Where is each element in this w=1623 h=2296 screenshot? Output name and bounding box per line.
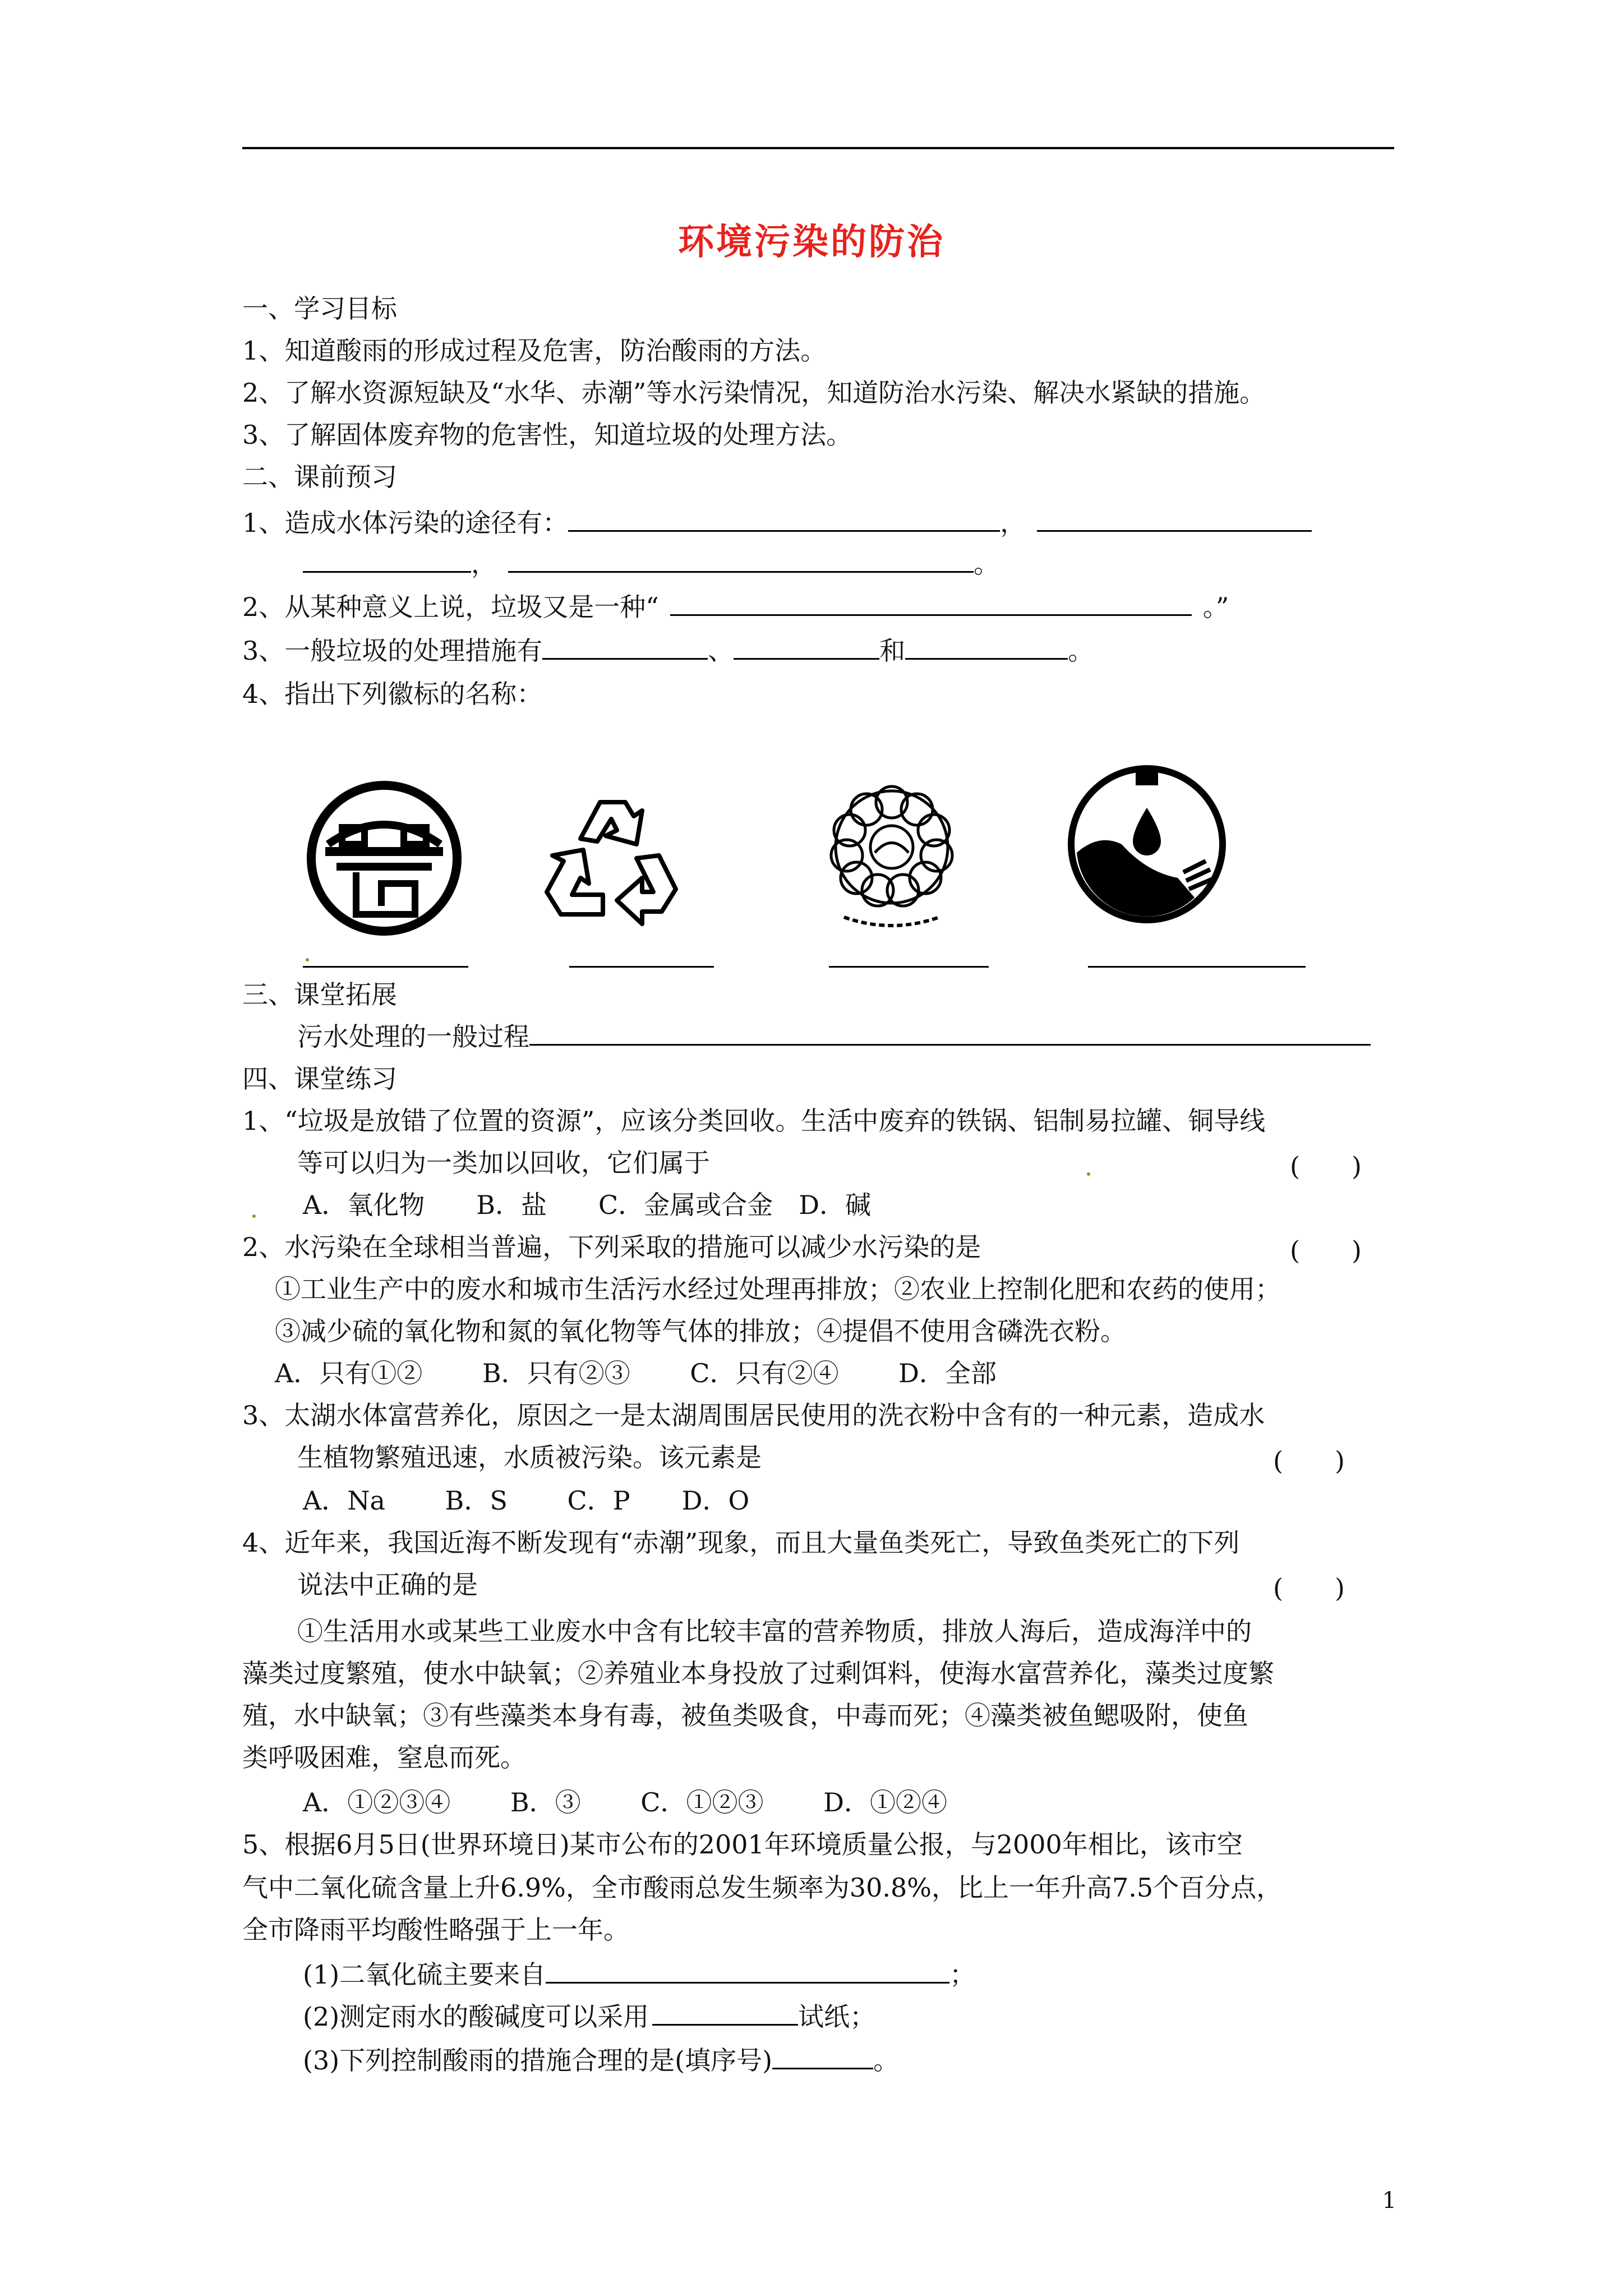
practice-q4-line: ①生活用水或某些工业废水中含有比较丰富的营养物质，排放人海后，造成海洋中的 [297,1616,1252,1646]
practice-q5-line: 气中二氧化硫含量上升6.9%，全市酸雨总发生频率为30.8%，比上一年升高7.5个百分点， [242,1872,1283,1903]
practice-q1-line: 等可以归为一类加以回收，它们属于 [297,1148,710,1178]
practice-q4-line: 4、近年来，我国近海不断发现有“赤潮”现象，而且大量鱼类死亡，导致鱼类死亡的下列 [242,1527,1240,1558]
practice-q5-sub-3: (3)下列控制酸雨的措施合理的是(填序号) 。 [303,2045,900,2076]
decorative-dot [1087,1172,1090,1176]
answer-blank[interactable] [772,2044,873,2069]
answer-paren[interactable]: ( ) [1273,1573,1345,1603]
practice-q5-sub-1: (1)二氧化硫主要来自 ； [303,1959,976,1990]
practice-q4-line: 类呼吸困难，窒息而死。 [242,1742,526,1773]
practice-q5-line: 5、根据6月5日(世界环境日)某市公布的2001年环境质量公报，与2000年相比，该市空 [242,1829,1243,1860]
practice-q5-line: 全市降雨平均酸性略强于上一年。 [242,1915,629,1945]
practice-q5-sub-2: (2)测定雨水的酸碱度可以采用 试纸； [303,2001,876,2032]
water-saving-logo-icon [1066,754,1228,934]
preview-question-4: 4、指出下列徽标的名称： [242,679,543,709]
decorative-dot [306,958,309,961]
practice-q3-line: 生植物繁殖迅速，水质被污染。该元素是 [297,1442,762,1473]
practice-q4-line: 殖，水中缺氧；③有些藻类本身有毒，被鱼类吸食，中毒而死；④藻类被鱼鳃吸附，使鱼 [242,1700,1248,1731]
recycling-icon [541,777,681,928]
answer-blank[interactable] [546,1958,949,1984]
logo-name-blank[interactable] [569,966,714,968]
answer-blank[interactable] [529,1020,1371,1046]
practice-q4-line: 藻类过度繁殖，使水中缺氧；②养殖业本身投放了过剩饵料，使海水富营养化，藻类过度繁 [242,1658,1274,1688]
goal-item: 1、知道酸雨的形成过程及危害，防治酸雨的方法。 [242,335,827,366]
answer-blank[interactable] [670,591,1192,616]
practice-q2-options: A．只有①② B．只有②③ C．只有②④ D．全部 [275,1358,997,1388]
practice-q1-options: A．氧化物 B．盐 C．金属或合金 D．碱 [303,1190,872,1220]
decorative-dot [252,1214,256,1218]
answer-paren[interactable]: ( ) [1290,1151,1362,1181]
answer-blank[interactable] [905,634,1068,660]
logo-name-blank[interactable] [1088,966,1306,968]
answer-blank[interactable] [303,547,471,573]
china-environment-logo-icon [303,777,465,940]
answer-blank[interactable] [652,2000,798,2026]
expand-question: 污水处理的一般过程 [297,1020,1371,1053]
practice-q2-line: ①工业生产中的废水和城市生活污水经过处理再排放；②农业上控制化肥和农药的使用； [275,1274,1281,1304]
answer-paren[interactable]: ( ) [1273,1446,1345,1476]
header-rule [242,147,1394,149]
practice-q3-line: 3、太湖水体富营养化，原因之一是太湖周围居民使用的洗衣粉中含有的一种元素，造成水 [242,1400,1265,1430]
preview-question-3: 3、一般垃圾的处理措施有 、 和 。 [242,636,1094,666]
practice-q4-line: 说法中正确的是 [297,1570,478,1600]
section-heading-preview: 二、课前预习 [242,462,397,492]
answer-blank[interactable] [568,507,1000,532]
page-title: 环境污染的防治 [678,221,945,263]
answer-blank[interactable] [1037,507,1312,532]
logo-name-blank[interactable] [829,966,989,968]
practice-q4-options: A．①②③④ B．③ C．①②③ D．①②④ [303,1787,947,1818]
section-heading-goals: 一、学习目标 [242,293,397,324]
section-heading-practice: 四、课堂练习 [242,1064,397,1094]
page-number: 1 [1382,2188,1396,2214]
answer-paren[interactable]: ( ) [1290,1235,1362,1266]
section-heading-expand: 三、课堂拓展 [242,979,397,1010]
goal-item: 3、了解固体废弃物的危害性，知道垃圾的处理方法。 [242,420,852,450]
preview-question-1: 1、造成水体污染的途径有： ， [242,506,1312,540]
green-food-circle-logo-icon [822,766,962,934]
answer-blank[interactable] [508,547,974,573]
practice-q3-options: A．Na B．S C．P D．O [303,1485,750,1516]
answer-blank[interactable] [542,634,708,660]
answer-blank[interactable] [734,634,879,660]
preview-question-2: 2、从某种意义上说，垃圾又是一种“ 。” [242,592,1229,622]
preview-question-1-cont: ， 。 [303,547,999,581]
logo-name-blank[interactable] [303,966,468,968]
practice-q2-line: ③减少硫的氧化物和氮的氧化物等气体的排放；④提倡不使用含磷洗衣粉。 [275,1316,1126,1346]
goal-item: 2、了解水资源短缺及“水华、赤潮”等水污染情况，知道防治水污染、解决水紧缺的措施。 [242,378,1266,408]
practice-q2-line: 2、水污染在全球相当普遍，下列采取的措施可以减少水污染的是 [242,1232,981,1262]
practice-q1-line: 1、“垃圾是放错了位置的资源”，应该分类回收。生活中废弃的铁锅、铝制易拉罐、铜导线 [242,1106,1266,1136]
